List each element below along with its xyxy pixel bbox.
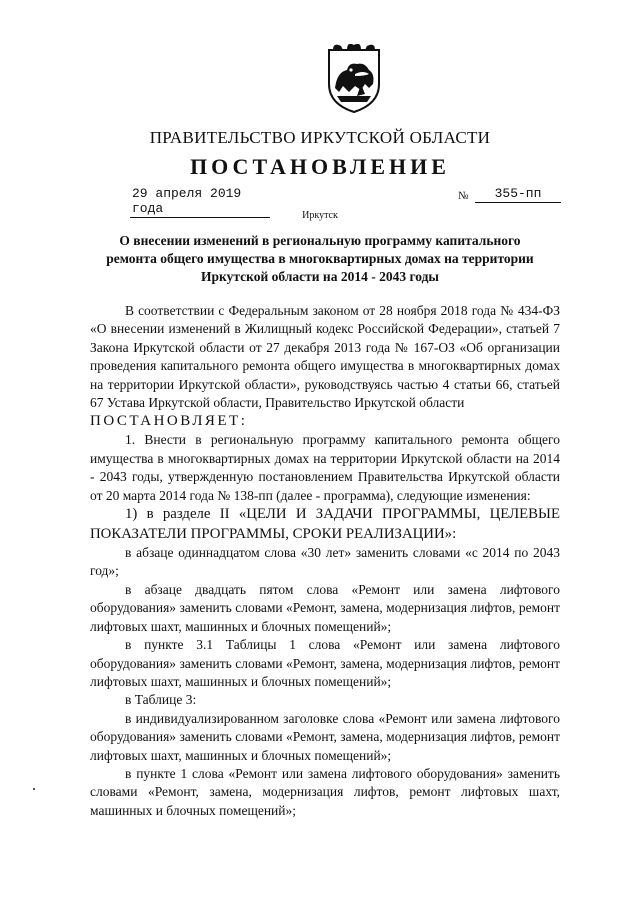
document-date: 29 апреля 2019 года [130, 186, 270, 218]
margin-mark [33, 788, 35, 790]
item-paragraph: в Таблице 3: [125, 692, 197, 708]
coat-of-arms-emblem [325, 44, 383, 114]
number-label: № [458, 190, 469, 202]
item-paragraph: в абзаце двадцать пятом слова «Ремонт или замена лифтового оборудования» заменить словами «Ремонт, замена, модернизация лифтов, ремонт лифтовых шахт, машинных и блочных помещений»; [90, 581, 560, 634]
item-paragraph: в индивидуализированном заголовке слова «Ремонт или замена лифтового оборудования» заменить словами «Ремонт, замена, модернизация лифтов, ремонт лифтовых шахт, машинных и блочных помещений»; [90, 710, 560, 763]
city-label: Иркутск [302, 210, 338, 221]
resolves-heading: ПОСТАНОВЛЯЕТ: [90, 413, 248, 430]
item-paragraph: 1. Внести в региональную программу капитального ремонта общего имущества в многоквартирных домах на территории Иркутской области на 2014 - 2043 годы, утвержденную постановлением Правительства Иркутской области от 20 марта 2014 года № 138-пп (далее - программа), следующие изменения: [90, 432, 560, 503]
item-paragraph: в пункте 3.1 Таблицы 1 слова «Ремонт или замена лифтового оборудования» заменить словами «Ремонт, замена, модернизация лифтов, ремонт лифтовых шахт, машинных и блочных помещений»; [90, 637, 560, 689]
document-body [90, 302, 560, 820]
preamble-paragraph: В соответствии с Федеральным законом от 28 ноября 2018 года № 434-ФЗ «О внесении изменений в Жилищный кодекс Российской Федерации», статьей 7 Закона Иркутской области от 27 декабря 2013 года № 167-ОЗ «Об организации проведения капитального ремонта общего имущества в многоквартирных домах на территории Иркутской области», руководствуясь частью 4 статьи 66, статьей 67 Устава Иркутской области, Правительство Иркутской области [90, 303, 560, 411]
government-title: ПРАВИТЕЛЬСТВО ИРКУТСКОЙ ОБЛАСТИ [149, 128, 491, 147]
item-paragraph: 1) в разделе II «ЦЕЛИ И ЗАДАЧИ ПРОГРАММЫ, ЦЕЛЕВЫЕ ПОКАЗАТЕЛИ ПРОГРАММЫ, СРОКИ РЕАЛИЗАЦИИ»: [90, 506, 560, 542]
item-paragraph: в пункте 1 слова «Ремонт или замена лифтового оборудования» заменить словами «Ремонт, замена, модернизация лифтов, ремонт лифтовых шахт, машинных и блочных помещений»; [90, 765, 560, 818]
document-subject: О внесении изменений в региональную программу капитального ремонта общего имущества в многоквартирных домах на территории Иркутской области на 2014 - 2043 годы [106, 233, 534, 284]
document-number: 355-пп [475, 186, 561, 203]
document-type-title: ПОСТАНОВЛЕНИЕ [190, 154, 450, 179]
item-paragraph: в абзаце одиннадцатом слова «30 лет» заменить словами «с 2014 по 2043 год»; [90, 545, 560, 579]
